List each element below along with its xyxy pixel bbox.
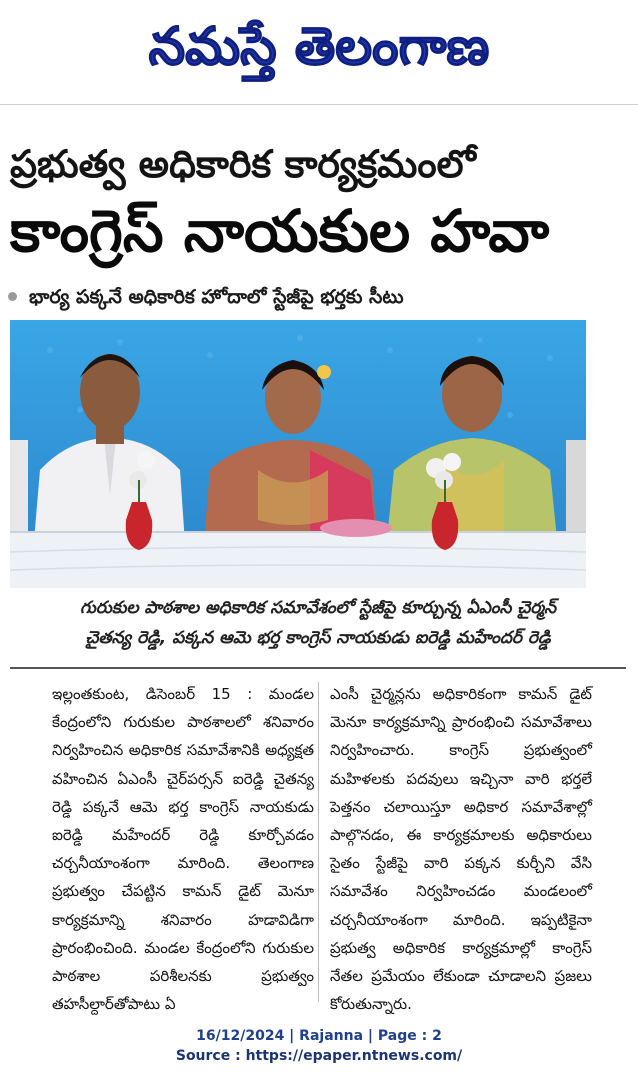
article-headline: కాంగ్రెస్ నాయకుల హవా xyxy=(10,197,550,265)
masthead-logo xyxy=(118,6,520,82)
footer-date-line: 16/12/2024 | Rajanna | Page : 2 xyxy=(196,1028,442,1044)
page-footer xyxy=(0,1026,638,1066)
article-body-left: ఇల్లంతకుంట, డిసెంబర్ 15 : మండల కేంద్రంలోని గురుకుల పాఠశాలలో శనివారం నిర్వహించిన అధికారిక సమావేశానికి అధ్యక్షత వహించిన ఏఎంసీ చైర్‌పర్సన్ ఐరెడ్డి చైతన్య రెడ్డి పక్కనే ఆమె భర్త కాంగ్రెస్ నాయకుడు ఐరెడ్డి మహేందర్ రెడ్డి కూర్చోవడం చర్చనీయాంశంగా మారింది. తెలంగాణ ప్రభుత్వం చేపట్టిన కామన్ డైట్ మెనూ కార్యక్రమాన్ని శనివారం హడావిడిగా ప్రారంభించింది. మండల కేంద్రంలోని గురుకుల పాఠశాల పరిశీలనకు ప్రభుత్వం తహసీల్దార్‌తోపాటు ఏ xyxy=(52,685,314,1014)
caption-divider xyxy=(10,667,626,669)
photo-caption xyxy=(10,593,626,653)
article-photo xyxy=(10,320,586,588)
masthead xyxy=(0,0,638,96)
footer-source-line: Source : https://epaper.ntnews.com/ xyxy=(175,1048,463,1064)
column-divider xyxy=(318,682,319,1002)
caption-line-1: గురుకుల పాఠశాల అధికారిక సమావేశంలో స్టేజీపై కూర్చున్న ఏఎంసీ చైర్మన్ xyxy=(79,598,557,618)
bullet-icon xyxy=(8,292,17,301)
article-kicker: ప్రభుత్వ అధికారిక కార్యక్రమంలో xyxy=(10,142,476,186)
masthead-divider xyxy=(0,104,638,105)
subhead-text: భార్య పక్కనే అధికారిక హోదాలో స్టేజీపై భర్తకు సీటు xyxy=(29,286,404,308)
caption-line-2: చైతన్య రెడ్డి, పక్కన ఆమె భర్త కాంగ్రెస్ నాయకుడు ఐరెడ్డి మహేందర్ రెడ్డి xyxy=(85,628,551,648)
article-subhead xyxy=(8,284,628,310)
masthead-title: నమస్తే తెలంగాణ xyxy=(148,17,490,77)
photo-illustration xyxy=(10,320,586,588)
article-body-right: ఎంసీ చైర్మన్లను అధికారికంగా కామన్ డైట్ మెనూ కార్యక్రమాన్ని ప్రారంభించి సమావేశాలు నిర్వహించారు. కాంగ్రెస్ ప్రభుత్వంలో మహిళలకు పదవులు ఇచ్చినా వారి భర్తలే పెత్తనం చలాయిస్తూ అధికార సమావేశాల్లో పాల్గొనడం, ఈ కార్యక్రమాలకు అధికారులు సైతం స్టేజీపై వారి పక్కన కుర్చీని వేసి సమావేశం నిర్వహించడం మండలంలో చర్చనీయాంశంగా మారింది. ఇప్పటికైనా ప్రభుత్వ అధికారిక కార్యక్రమాల్లో కాంగ్రెస్ నేతల ప్రమేయం లేకుండా చూడాలని ప్రజలు కోరుతున్నారు. xyxy=(330,685,592,1014)
